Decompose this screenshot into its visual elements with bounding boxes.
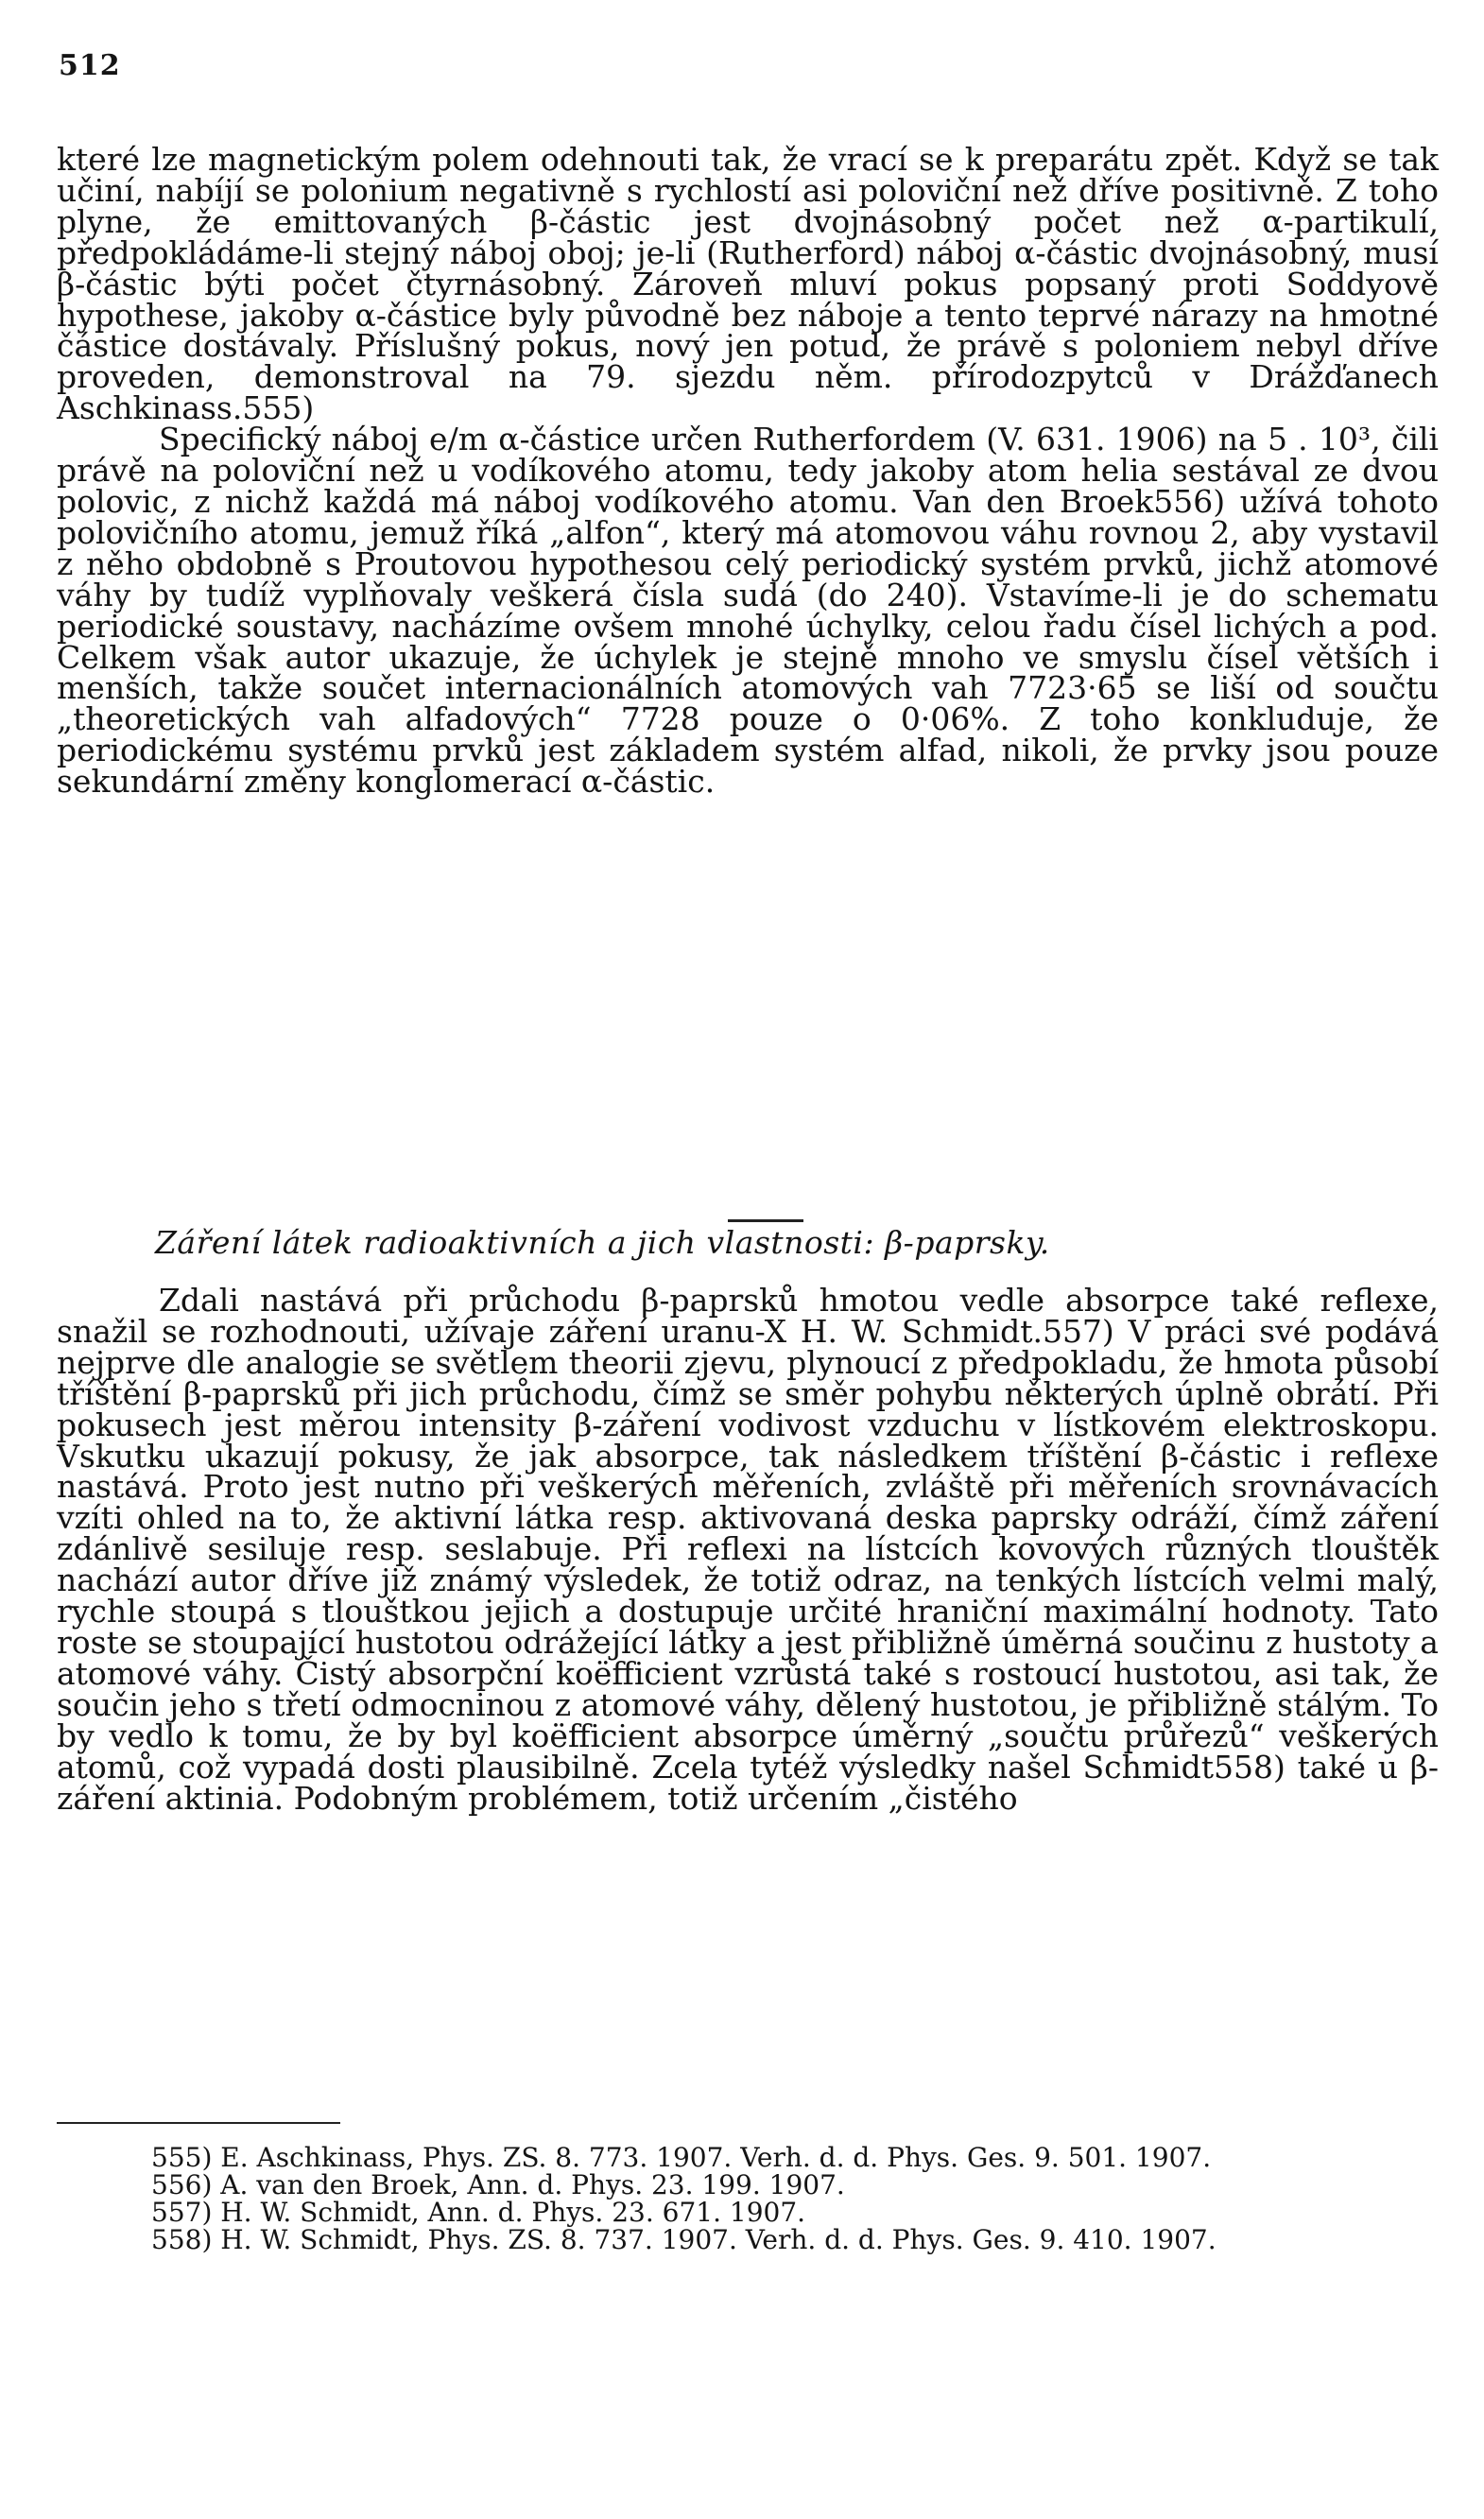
footnote: 555) E. Aschkinass, Phys. ZS. 8. 773. 1907. Verh. d. d. Phys. Ges. 9. 501. 1907. — [151, 2142, 1212, 2173]
footnote: 556) A. van den Broek, Ann. d. Phys. 23. 199. 1907. — [151, 2169, 845, 2200]
heading-ornament-rule — [728, 1219, 803, 1222]
body-text-lower — [57, 1282, 1439, 1817]
body-text-upper — [57, 141, 1439, 801]
page-number: 512 — [59, 49, 121, 82]
footnotes — [57, 2144, 1437, 2253]
footnote: 557) H. W. Schmidt, Ann. d. Phys. 23. 671. 1907. — [151, 2197, 806, 2228]
paragraph: Specifický náboj e/m α-částice určen Rutherfordem (V. 631. 1906) na 5 . 10³, čili právě na poloviční než u vodíkového atomu, tedy jakoby atom helia sestával ze dvou polovic, z nichž každá má náboj vodíkového atomu. Van den Broek556) užívá tohoto polovičního atomu, jemuž říká „alfon“, který má atomovou váhu rovnou 2, aby vystavil z něho obdobně s Proutovou hypothesou celý periodický systém prvků, jichž atomové váhy by tudíž vyplňovaly veškerá čísla sudá (do 240). Vstavíme-li je do schematu periodické soustavy, nacházíme ovšem mnohé úchylky, celou řadu čísel lichých a pod. Celkem však autor ukazuje, že úchylek je stejně mnoho ve smyslu čísel větších i menších, takže součet internacionálních atomových vah 7723·65 se liší od součtu „theoretických vah alfadových“ 7728 pouze o 0·06%. Z toho konkluduje, že periodickému systému prvků jest základem systém alfad, nikoli, že prvky jsou pouze sekundární změny konglomerací α-částic. — [57, 421, 1439, 801]
footnote: 558) H. W. Schmidt, Phys. ZS. 8. 737. 1907. Verh. d. d. Phys. Ges. 9. 410. 1907. — [151, 2224, 1217, 2255]
section-heading: Záření látek radioaktivních a jich vlastnosti: β-paprsky. — [155, 1224, 1050, 1261]
footnote-divider — [57, 2122, 340, 2124]
paragraph: které lze magnetickým polem odehnouti tak, že vrací se k preparátu zpět. Když se tak učiní, nabíjí se polonium negativně s rychlostí asi poloviční než dříve positivně. Z toho plyne, že emittovaných β-částic jest dvojnásobný počet než α-partikulí, předpokládáme-li stejný náboj oboj; je-li (Rutherford) náboj α-částic dvojnásobný, musí β-částic býti počet čtyrnásobný. Zároveň mluví pokus popsaný proti Soddyově hypothese, jakoby α-částice byly původně bez náboje a tento teprvé nárazy na hmotné částice dostávaly. Příslušný pokus, nový jen potud, že právě s poloniem nebyl dříve proveden, demonstroval na 79. sjezdu něm. přírodozpytců v Drážďanech Aschkinass.555) — [57, 141, 1439, 427]
paragraph: Zdali nastává při průchodu β-paprsků hmotou vedle absorpce také reflexe, snažil se rozhodnouti, užívaje záření uranu-X H. W. Schmidt.557) V práci své podává nejprve dle analogie se světlem theorii zjevu, plynoucí z předpokladu, že hmota působí tříštění β-paprsků při jich průchodu, čímž se směr pohybu některých úplně obrátí. Při pokusech jest měrou intensity β-záření vodivost vzduchu v lístkovém elektroskopu. Vskutku ukazují pokusy, že jak absorpce, tak následkem tříštění β-částic i reflexe nastává. Proto jest nutno při veškerých měřeních, zvláště při měřeních srovnávacích vzíti ohled na to, že aktivní látka resp. aktivovaná deska paprsky odráží, čímž záření zdánlivě sesiluje resp. seslabuje. Při reflexi na lístcích kovových různých tlouštěk nachází autor dříve již známý výsledek, že totiž odraz, na tenkých lístcích velmi malý, rychle stoupá s tlouštkou jejich a dostupuje určité hraniční maximální hodnoty. Tato roste se stoupající hustotou odrážející látky a jest přibližně úměrná součinu z hustoty a atomové váhy. Čistý absorpční koëfficient vzrůstá také s rostoucí hustotou, asi tak, že součin jeho s třetí odmocninou z atomové váhy, dělený hustotou, je přibližně stálým. To by vedlo k tomu, že by byl koëfficient absorpce úměrný „součtu průřezů“ veškerých atomů, což vypadá dosti plausibilně. Zcela tytéž výsledky našel Schmidt558) také u β-záření aktinia. Podobným problémem, totiž určením „čistého — [57, 1282, 1439, 1817]
